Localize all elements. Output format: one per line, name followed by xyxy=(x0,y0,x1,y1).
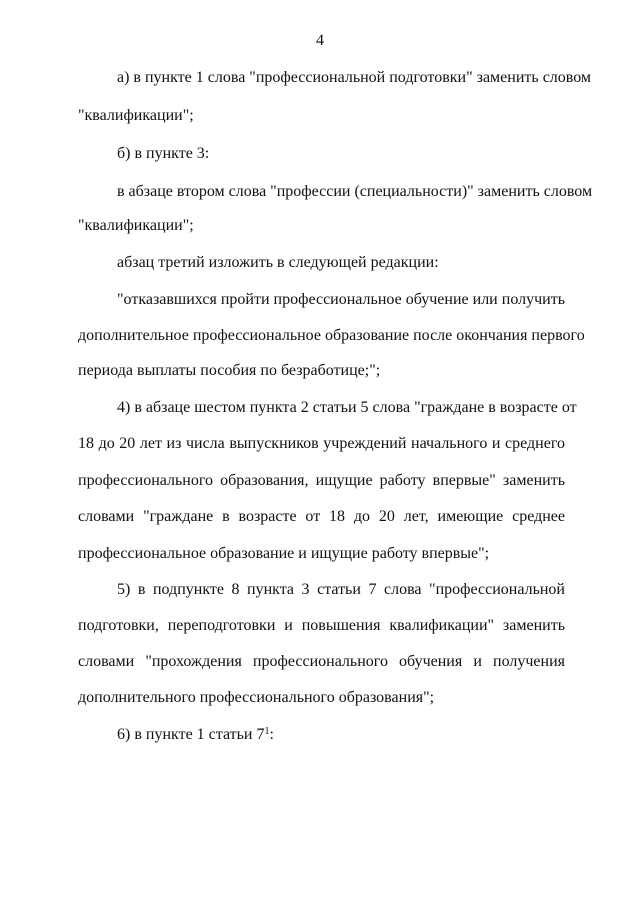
page-number: 4 xyxy=(316,32,324,49)
text-line: "квалификации"; xyxy=(78,107,194,124)
text-line: "квалификации"; xyxy=(78,217,194,234)
text-line: в абзаце втором слова "профессии (специальности)" заменить словом xyxy=(117,183,593,200)
text-line: профессиональное образование и ищущие работу впервые"; xyxy=(78,545,490,562)
text-line: 18 до 20 лет из числа выпускников учреждений начального и среднего xyxy=(78,435,565,452)
text-line: абзац третий изложить в следующей редакции: xyxy=(117,254,439,271)
text-fragment: 6) в пункте 1 статьи 7 xyxy=(117,726,265,743)
text-line: 5) в подпункте 8 пункта 3 статьи 7 слова "профессиональной xyxy=(117,581,565,598)
text-line-with-superscript xyxy=(117,725,274,745)
superscript: 1 xyxy=(264,726,270,737)
text-line: словами "граждане в возрасте от 18 до 20 лет, имеющие среднее xyxy=(78,508,565,525)
text-line: дополнительного профессионального образования"; xyxy=(78,689,435,706)
text-line: 4) в абзаце шестом пункта 2 статьи 5 слова "граждане в возрасте от xyxy=(117,399,577,416)
text-line: а) в пункте 1 слова "профессиональной подготовки" заменить словом xyxy=(117,69,592,86)
text-line: дополнительное профессиональное образование после окончания первого xyxy=(78,327,585,344)
text-line: б) в пункте 3: xyxy=(117,145,210,162)
text-line: "отказавшихся пройти профессиональное обучение или получить xyxy=(117,291,565,308)
text-line: словами "прохождения профессионального обучения и получения xyxy=(78,653,565,670)
text-fragment: : xyxy=(269,726,274,743)
text-line: периода выплаты пособия по безработице;"; xyxy=(78,362,381,379)
text-line: подготовки, переподготовки и повышения квалификации" заменить xyxy=(78,617,565,634)
text-line: профессионального образования, ищущие работу впервые" заменить xyxy=(78,472,565,489)
